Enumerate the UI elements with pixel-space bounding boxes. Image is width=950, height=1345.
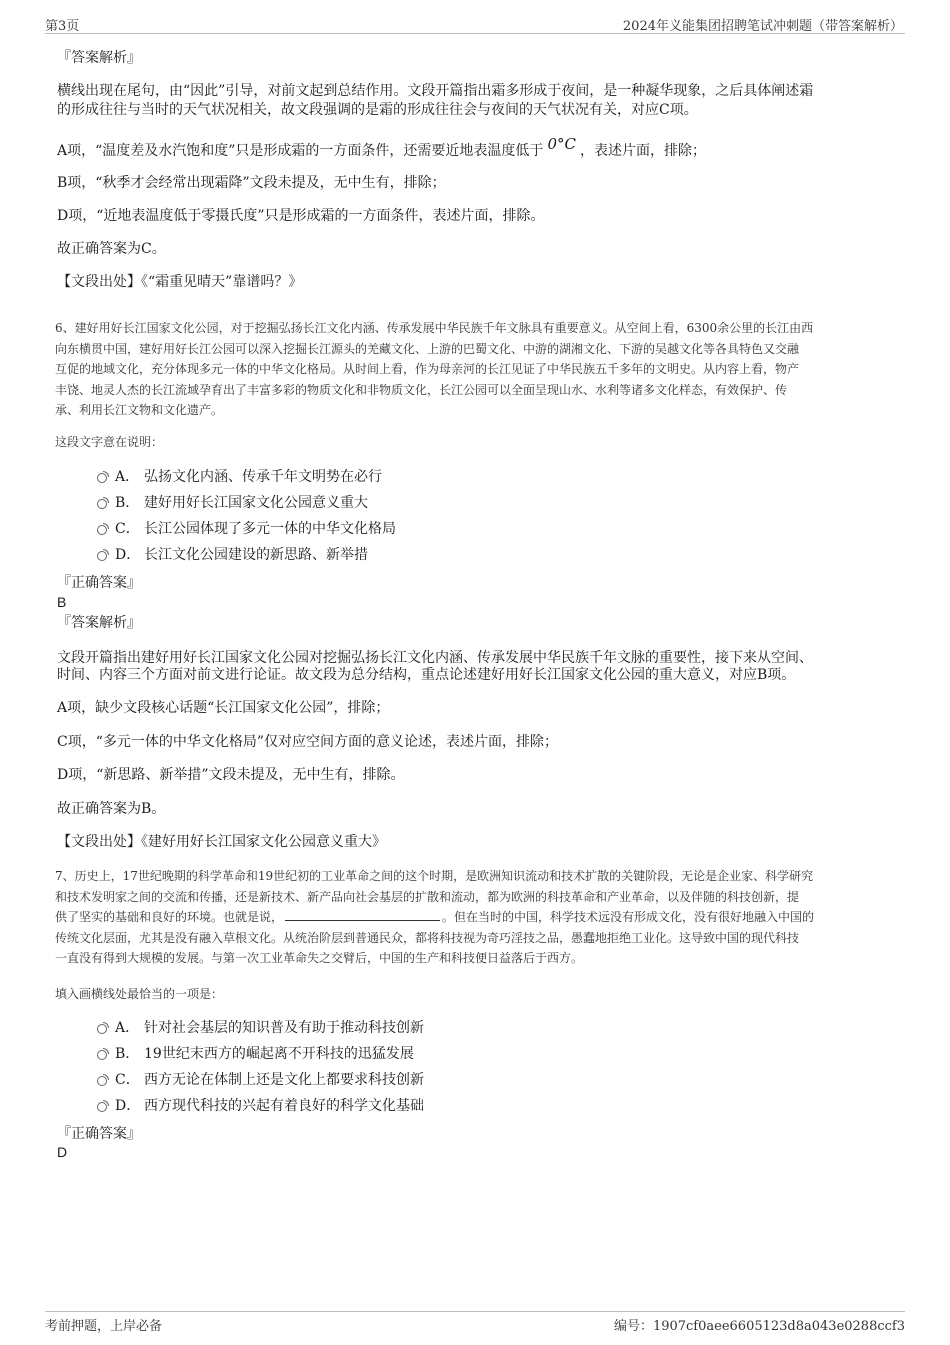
q5-a-before: A项，“温度差及水汽饱和度”只是形成霜的一方面条件，还需要近地表温度低于 xyxy=(57,143,544,159)
option-text: 19世纪末西方的崛起离不开科技的迅猛发展 xyxy=(144,1046,414,1062)
q7-stem-line: 一直没有得到大规模的发展。与第一次工业革命失之交臂后，中国的生产和科技便日益落后于西方。 xyxy=(55,951,584,965)
q6-stem-line: 承、利用长江文物和文化遗产。 xyxy=(55,403,224,417)
q5-option-b-analysis: B项，“秋季才会经常出现霜降”文段未提及，无中生有，排除； xyxy=(57,175,446,191)
q5-analysis-line2: 的形成往往与当时的天气状况相关，故文段强调的是霜的形成往往会与夜间的天气状况有关，对应C项。 xyxy=(57,102,698,118)
option-text: 西方无论在体制上还是文化上都要求科技创新 xyxy=(144,1072,424,1088)
radio-icon[interactable] xyxy=(97,1102,107,1112)
q7-stem-line-with-blank xyxy=(55,907,900,928)
option-text: 弘扬文化内涵、传承千年文明势在必行 xyxy=(144,469,382,485)
option-letter: A． xyxy=(115,1020,140,1036)
footer-divider xyxy=(45,1311,905,1312)
option-letter: C． xyxy=(115,1072,140,1088)
q7-correct-label: 『正确答案』 xyxy=(57,1126,141,1142)
option-letter: C． xyxy=(115,521,140,537)
option-text: 建好用好长江国家文化公园意义重大 xyxy=(144,495,368,511)
q7-stem-fragment: 。但在当时的中国，科学技术远没有形成文化，没有很好地融入中国的 xyxy=(442,910,815,924)
q5-a-after: ，表述片面，排除； xyxy=(579,143,706,159)
q6-stem-line: 丰饶、地灵人杰的长江流域孕育出了丰富多彩的物质文化和非物质文化，长江公园可以全面呈现山水、水利等诸多文化样态，有效保护、传 xyxy=(55,382,788,397)
q6-analysis-line1: 文段开篇指出建好用好长江国家文化公园对挖掘弘扬长江文化内涵、传承发展中华民族千年文脉的重要性，接下来从空间、 xyxy=(57,650,813,666)
option-text: 长江公园体现了多元一体的中华文化格局 xyxy=(144,521,396,537)
q5-option-a-analysis xyxy=(57,135,706,161)
temperature-value: 0°C xyxy=(547,135,576,153)
radio-icon[interactable] xyxy=(97,1076,107,1086)
option-letter: B． xyxy=(115,1046,140,1062)
option-text: 西方现代科技的兴起有着良好的科学文化基础 xyxy=(144,1098,424,1114)
fill-in-blank xyxy=(285,907,440,921)
q7-correct-answer: D xyxy=(57,1144,68,1160)
q6-prompt: 这段文字意在说明： xyxy=(55,435,164,449)
q7-stem-fragment: 供了坚实的基础和良好的环境。也就是说， xyxy=(55,910,284,924)
q6-option-d-analysis: D项，“新思路、新举措”文段未提及，无中生有，排除。 xyxy=(57,767,405,783)
q6-stem-line: 互促的地域文化，充分体现多元一体的中华文化格局。从时间上看，作为母亲河的长江见证了中华民族五千多年的文明史。从内容上看，物产 xyxy=(55,362,800,376)
q5-option-d-analysis: D项，“近地表温度低于零摄氏度”只是形成霜的一方面条件，表述片面，排除。 xyxy=(57,208,545,224)
radio-icon[interactable] xyxy=(97,525,107,535)
q6-stem-line: 6、建好用好长江国家文化公园，对于挖掘弘扬长江文化内涵、传承发展中华民族千年文脉具有重要意义。从空间上看，6300余公里的长江由西 xyxy=(55,321,814,335)
q7-stem xyxy=(55,866,900,969)
q6-analysis-label: 『答案解析』 xyxy=(57,615,141,631)
option-letter: B． xyxy=(115,495,140,511)
document-title: 2024年义能集团招聘笔试冲刺题（带答案解析） xyxy=(622,19,903,34)
q6-correct-answer: B xyxy=(57,594,67,610)
option-letter: D． xyxy=(115,547,141,563)
q6-option-a-analysis: A项，缺少文段核心话题“长江国家文化公园”，排除； xyxy=(57,700,390,716)
q6-analysis-line2: 时间、内容三个方面对前文进行论证。故文段为总分结构，重点论述建好用好长江国家文化公园的重大意义，对应B项。 xyxy=(57,667,796,683)
q6-stem-line: 向东横贯中国，建好用好长江公园可以深入挖掘长江源头的羌藏文化、上游的巴蜀文化、中游的湖湘文化、下游的吴越文化等各具特色又交融 xyxy=(55,341,800,356)
radio-icon[interactable] xyxy=(97,1050,107,1060)
q5-source: 【文段出处】《“霜重见晴天”靠谱吗？》 xyxy=(57,274,303,290)
q6-option-c-analysis: C项，“多元一体的中华文化格局”仅对应空间方面的意义论述，表述片面，排除； xyxy=(57,734,559,750)
footer-slogan: 考前押题，上岸必备 xyxy=(45,1319,163,1334)
footer-document-id: 编号：1907cf0aee6605123d8a043e0288ccf3 xyxy=(613,1319,905,1334)
radio-icon[interactable] xyxy=(97,473,107,483)
q7-stem-line: 7、历史上，17世纪晚期的科学革命和19世纪初的工业革命之间的这个时期，是欧洲知识流动和技术扩散的关键阶段，无论是企业家、科学研究 xyxy=(55,869,814,883)
option-text: 长江文化公园建设的新思路、新举措 xyxy=(144,547,368,563)
radio-icon[interactable] xyxy=(97,499,107,509)
option-text: 针对社会基层的知识普及有助于推动科技创新 xyxy=(144,1020,424,1036)
radio-icon[interactable] xyxy=(97,1024,107,1034)
q6-correct-label: 『正确答案』 xyxy=(57,575,141,591)
option-letter: D． xyxy=(115,1098,141,1114)
q5-analysis-line1: 横线出现在尾句，由“因此”引导，对前文起到总结作用。文段开篇指出霜多形成于夜间，是一种凝华现象，之后具体阐述霜 xyxy=(57,83,814,99)
radio-icon[interactable] xyxy=(97,551,107,561)
q7-stem-line: 传统文化层面，尤其是没有融入草根文化。从统治阶层到普通民众，都将科技视为奇巧淫技之品，愚蠢地拒绝工业化。这导致中国的现代科技 xyxy=(55,930,800,945)
header-divider xyxy=(45,33,905,34)
q6-source: 【文段出处】《建好用好长江国家文化公园意义重大》 xyxy=(57,834,386,850)
option-letter: A． xyxy=(115,469,140,485)
q7-stem-line: 和技术发明家之间的交流和传播，还是新技术、新产品向社会基层的扩散和流动，都为欧洲的科技革命和产业革命，以及伴随的科技创新，提 xyxy=(55,889,800,904)
q6-stem xyxy=(55,318,900,421)
q5-analysis-label: 『答案解析』 xyxy=(57,50,141,66)
q7-prompt: 填入画横线处最恰当的一项是： xyxy=(55,987,224,1001)
q5-answer: 故正确答案为C。 xyxy=(57,241,166,257)
page-number: 第3页 xyxy=(45,19,80,34)
q6-answer: 故正确答案为B。 xyxy=(57,801,166,817)
